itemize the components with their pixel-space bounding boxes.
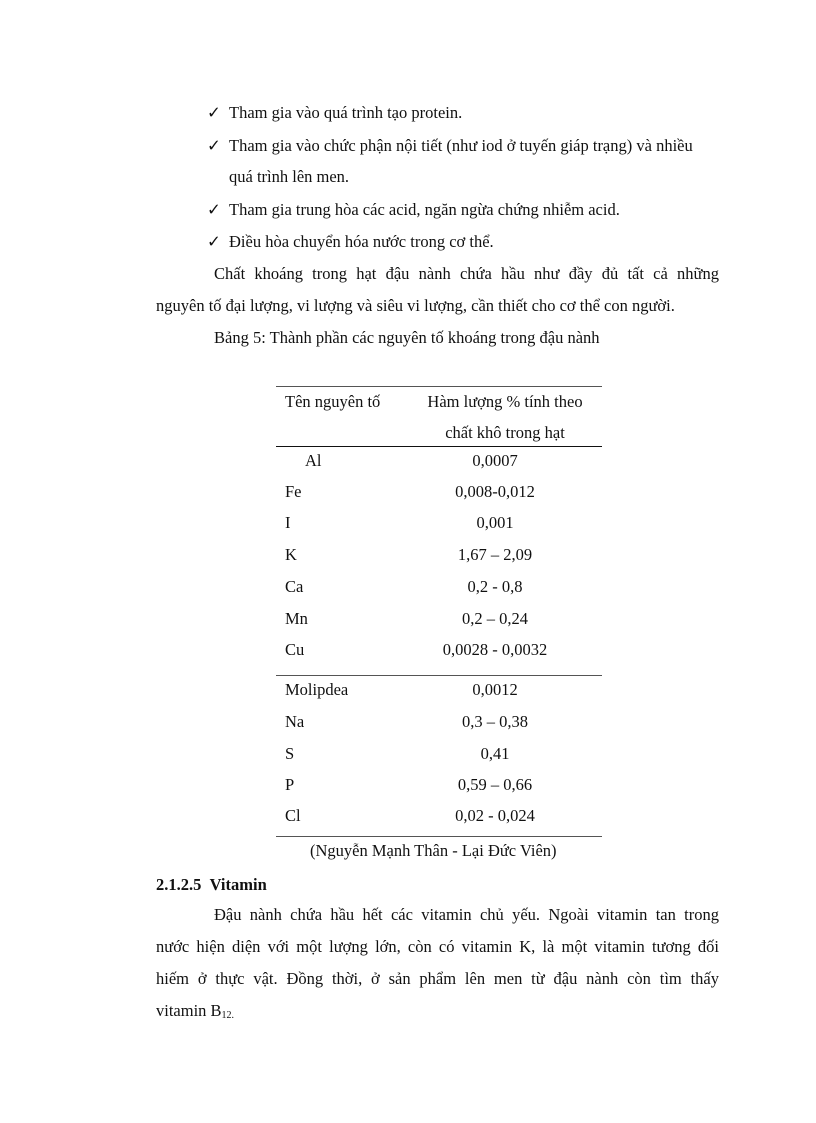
table-header-name: Tên nguyên tố xyxy=(285,392,381,411)
table-cell-value: 0,41 xyxy=(480,744,510,763)
bullet-text: Tham gia vào chức phận nội tiết (như iod ở tuyến giáp trạng) và nhiều xyxy=(229,136,693,155)
bullet-text: Tham gia vào quá trình tạo protein. xyxy=(229,103,463,122)
bullet-text: Tham gia trung hòa các acid, ngăn ngừa chứng nhiễm acid. xyxy=(229,200,620,219)
table-header-value-line2: chất khô trong hạt xyxy=(445,423,565,442)
paragraph-minerals-line: Chất khoáng trong hạt đậu nành chứa hầu như đầy đủ tất cả những xyxy=(214,264,719,283)
table-header-value-line1: Hàm lượng % tính theo xyxy=(427,392,583,411)
table-cell-value: 0,0028 - 0,0032 xyxy=(442,640,548,659)
bullet-text-continuation: quá trình lên men. xyxy=(229,167,350,186)
table-cell-value: 0,0007 xyxy=(472,451,518,470)
vitamin-text: vitamin B xyxy=(156,1001,222,1020)
table-cell-value: 0,02 - 0,024 xyxy=(455,806,535,825)
table-cell-name: Mn xyxy=(285,609,308,628)
table-cell-value: 0,3 – 0,38 xyxy=(462,712,528,731)
table-cell-value: 0,0012 xyxy=(472,680,518,699)
table-cell-value: 0,2 – 0,24 xyxy=(462,609,528,628)
table-cell-name: Cu xyxy=(285,640,305,659)
table-cell-name: Ca xyxy=(285,577,304,596)
table-cell-name: Na xyxy=(285,712,305,731)
paragraph-minerals-line: nguyên tố đại lượng, vi lượng và siêu vi lượng, cần thiết cho cơ thể con người. xyxy=(156,296,675,315)
table-cell-value: 0,59 – 0,66 xyxy=(457,775,533,794)
table-bottom-rule xyxy=(276,836,602,837)
table-header-rule xyxy=(276,446,602,447)
table-source: (Nguyễn Mạnh Thân - Lại Đức Viên) xyxy=(310,841,557,860)
paragraph-vitamin-line: nước hiện diện với một lượng lớn, còn có vitamin K, là một vitamin tương đối xyxy=(156,937,719,956)
table-top-rule xyxy=(276,386,602,387)
table-cell-value: 0,2 - 0,8 xyxy=(467,577,523,596)
section-number: 2.1.2.5 xyxy=(156,875,202,894)
table-cell-value: 0,008-0,012 xyxy=(455,482,535,501)
table-cell-name: P xyxy=(285,775,295,794)
section-heading xyxy=(156,875,267,895)
table-caption: Bảng 5: Thành phần các nguyên tố khoáng trong đậu nành xyxy=(214,328,600,347)
check-icon: ✓ xyxy=(207,200,221,219)
section-title: Vitamin xyxy=(209,875,267,894)
bullet-text: Điều hòa chuyển hóa nước trong cơ thể. xyxy=(229,232,494,251)
table-cell-name: Fe xyxy=(285,482,302,501)
table-cell-value: 0,001 xyxy=(476,513,514,532)
bullet-item xyxy=(207,103,462,123)
table-cell-name: I xyxy=(285,513,291,532)
table-cell-value: 1,67 – 2,09 xyxy=(457,545,533,564)
bullet-item xyxy=(207,200,620,220)
bullet-item xyxy=(207,232,494,252)
table-cell-name: S xyxy=(285,744,295,763)
check-icon: ✓ xyxy=(207,136,221,155)
check-icon: ✓ xyxy=(207,232,221,251)
table-mid-rule xyxy=(276,675,602,676)
paragraph-vitamin-last-line xyxy=(156,1001,234,1021)
check-icon: ✓ xyxy=(207,103,221,122)
table-cell-name: Al xyxy=(305,451,322,470)
table-cell-name: K xyxy=(285,545,297,564)
paragraph-vitamin-line: hiếm ở thực vật. Đồng thời, ở sản phẩm lên men từ đậu nành còn tìm thấy xyxy=(156,969,719,988)
table-cell-name: Molipdea xyxy=(285,680,349,699)
vitamin-subscript: 12. xyxy=(221,1010,235,1021)
table-cell-name: Cl xyxy=(285,806,301,825)
bullet-item xyxy=(207,136,693,156)
paragraph-vitamin-line: Đậu nành chứa hầu hết các vitamin chủ yếu. Ngoài vitamin tan trong xyxy=(214,905,719,924)
